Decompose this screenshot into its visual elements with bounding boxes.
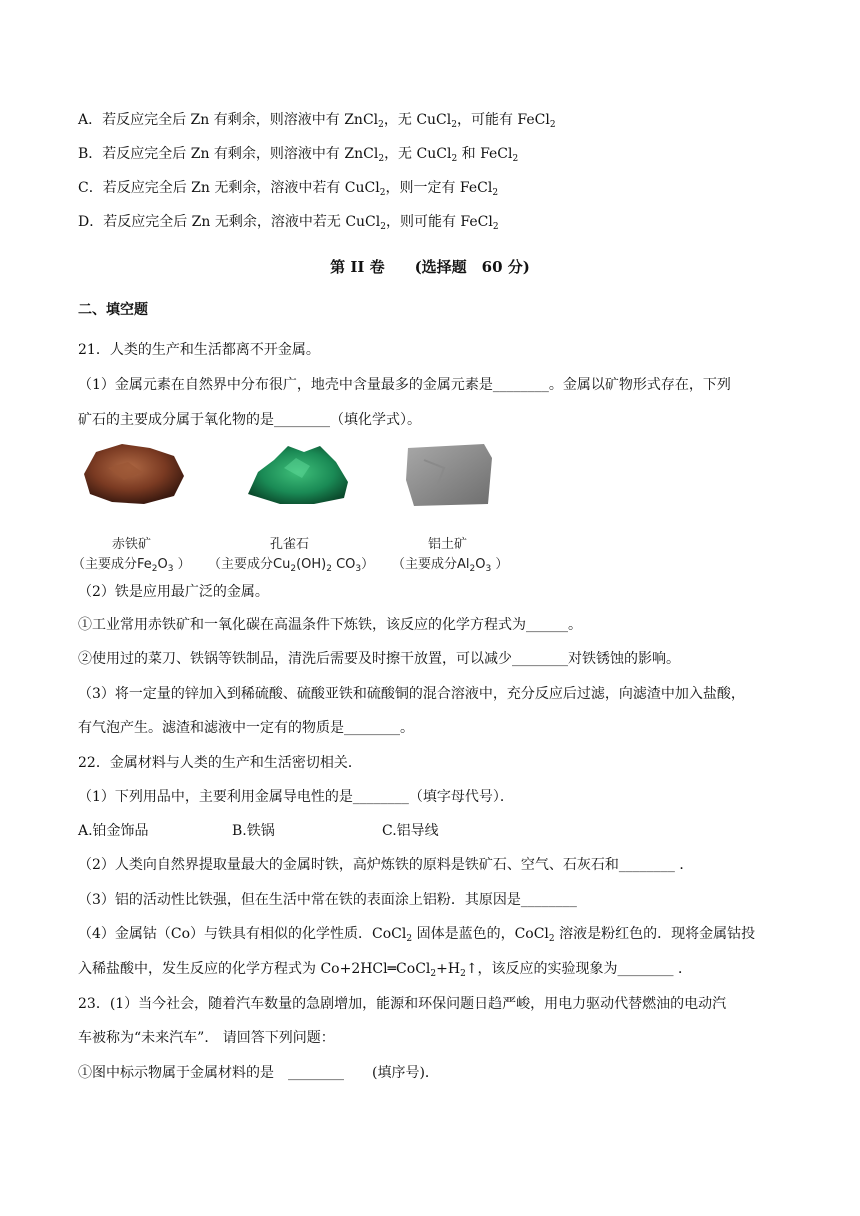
q23-p1b: 车被称为“未来汽车”． 请回答下列问题： [78, 1030, 335, 1046]
q21-p1b: 矿石的主要成分属于氧化物的是________（填化学式）。 [78, 412, 421, 428]
option-d: D．若反应完全后 Zn 无剩余，溶液中若无 CuCl$_2$，则可能有 FeCl$_2$ [78, 214, 499, 232]
mineral-name-bauxite: 铝土矿 [428, 537, 468, 552]
q22-p1: （1）下列用品中，主要利用金属导电性的是________（填字母代号）． [78, 789, 514, 805]
mineral-formula-bauxite: （主要成分$Al_2O_3$ ） [392, 557, 509, 574]
mineral-name-hematite: 赤铁矿 [112, 537, 152, 552]
q23-p1a: 23．(1）当今社会，随着汽车数量的急剧增加，能源和环保问题日趋严峻，用电力驱动代替燃油的电动汽 [78, 996, 727, 1012]
mineral-name-malachite: 孔雀石 [270, 537, 310, 552]
q21-p2: （2）铁是应用最广泛的金属。 [78, 584, 269, 600]
q21-stem: 21．人类的生产和生活都离不开金属。 [78, 342, 320, 358]
q22-stem: 22．金属材料与人类的生产和生活密切相关． [78, 755, 362, 771]
mineral-formula-hematite: （主要成分$Fe_2O_3$ ） [72, 557, 191, 574]
q21-p2b: ②使用过的菜刀、铁锅等铁制品，清洗后需要及时擦干放置，可以减少________对铁锈蚀的影响。 [78, 651, 680, 667]
malachite-image [244, 438, 354, 508]
q22-option-b: B.铁锅 [232, 823, 275, 839]
q22-p4a: （4）金属钴（Co）与铁具有相似的化学性质．CoCl$_2$ 固体是蓝色的，CoCl$_2$ 溶液是粉红色的．现将金属钴投 [78, 926, 756, 944]
q22-option-c: C.铝导线 [382, 823, 439, 839]
q23-p1c: ①图中标示物属于金属材料的是 ________ (填序号)． [78, 1065, 439, 1081]
section-title: 第 II 卷 (选择题 60 分) [330, 258, 530, 276]
hematite-image [78, 438, 188, 508]
q22-option-a: A.铂金饰品 [78, 823, 149, 839]
option-b: B．若反应完全后 Zn 有剩余，则溶液中有 ZnCl$_2$，无 CuCl$_2$ 和 FeCl$_2$ [78, 146, 519, 164]
q21-p2a: ①工业常用赤铁矿和一氧化碳在高温条件下炼铁，该反应的化学方程式为______。 [78, 617, 582, 633]
q21-p3b: 有气泡产生。滤渣和滤液中一定有的物质是________。 [78, 720, 414, 736]
q21-p1a: （1）金属元素在自然界中分布很广，地壳中含量最多的金属元素是________。金属以矿物形式存在，下列 [78, 377, 731, 393]
q21-p3a: （3）将一定量的锌加入到稀硫酸、硫酸亚铁和硫酸铜的混合溶液中，充分反应后过滤，向滤渣中加入盐酸， [78, 686, 745, 702]
q22-p3: （3）铝的活动性比铁强，但在生活中常在铁的表面涂上铝粉．其原因是________ [78, 892, 577, 908]
section-heading: 二、填空题 [78, 302, 148, 318]
mineral-formula-malachite: （主要成分$Cu_2(OH)_2$ $CO_3$） [208, 557, 375, 574]
option-c: C．若反应完全后 Zn 无剩余，溶液中若有 CuCl$_2$，则一定有 FeCl$_2$ [78, 180, 499, 198]
q22-p4b: 入稀盐酸中，发生反应的化学方程式为 $Co+2HCl═CoCl_2+H_2↑$，该反应的实验现象为________ ． [78, 961, 692, 979]
q22-p2: （2）人类向自然界提取量最大的金属时铁，高炉炼铁的原料是铁矿石、空气、石灰石和________ ． [78, 857, 694, 873]
bauxite-image [404, 440, 494, 510]
option-a: A．若反应完全后 Zn 有剩余，则溶液中有 ZnCl$_2$，无 CuCl$_2$，可能有 FeCl$_2$ [78, 112, 556, 130]
